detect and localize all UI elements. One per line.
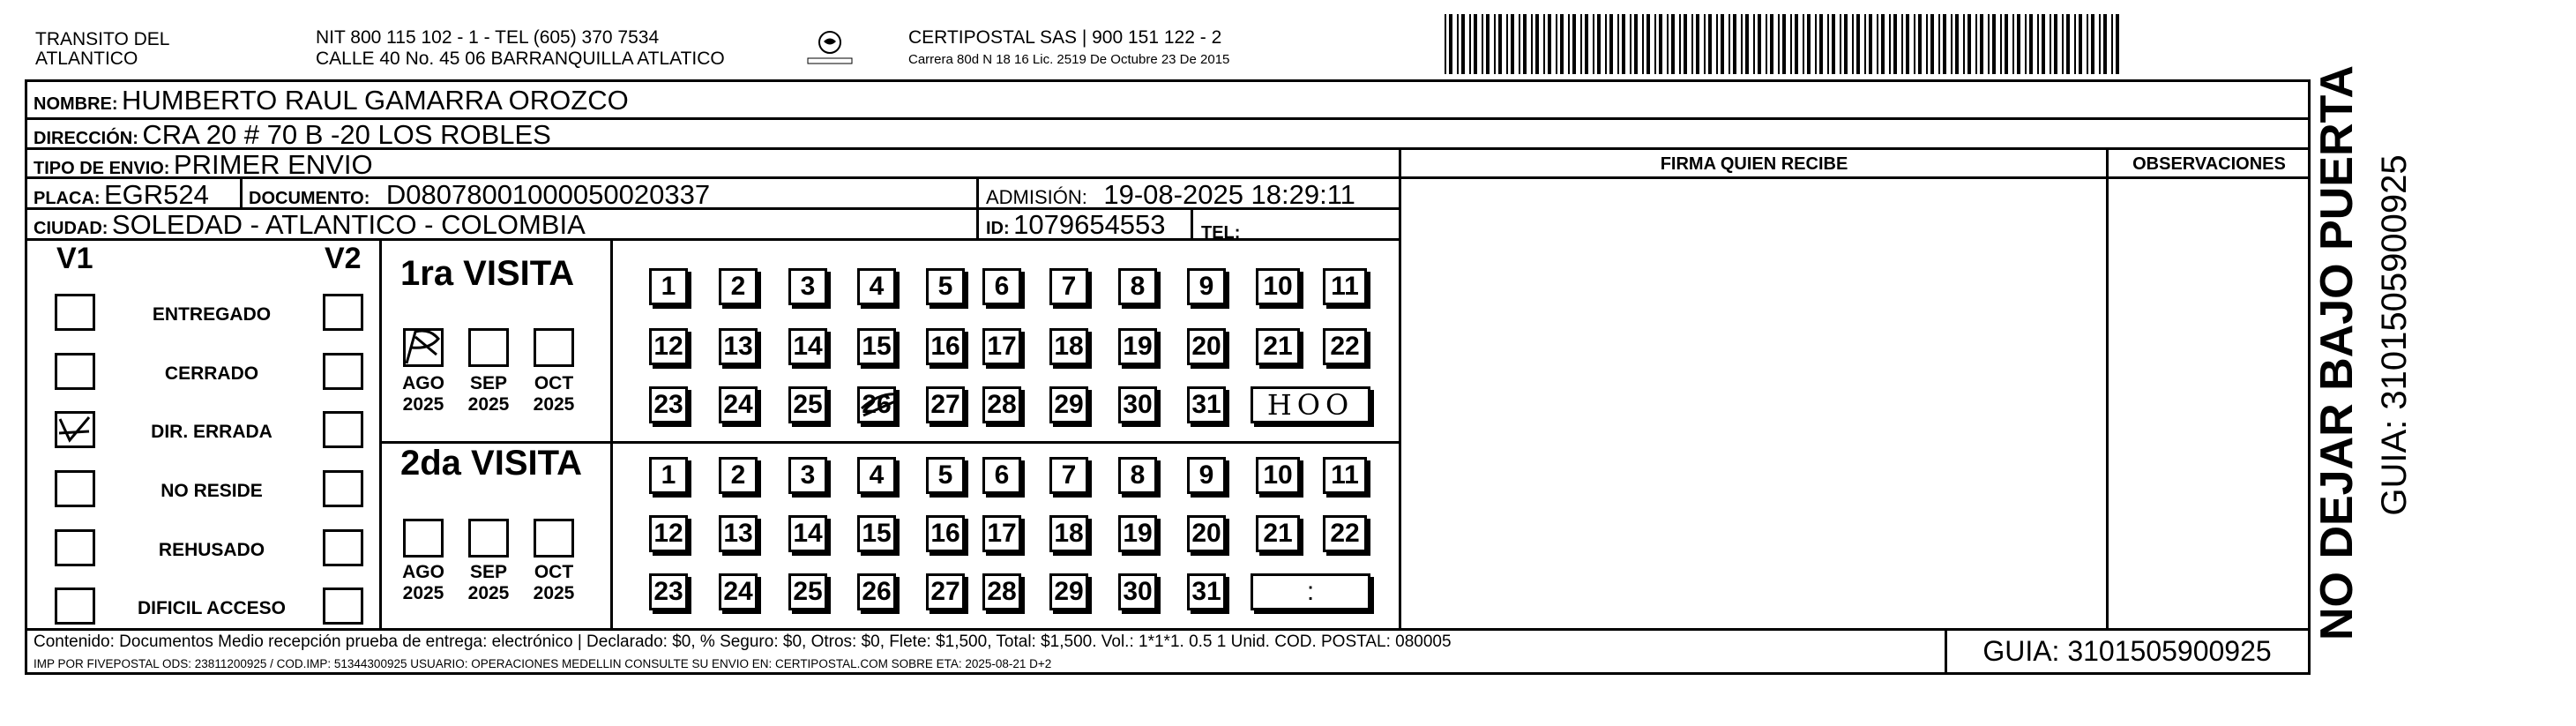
barcode-bar: [1930, 14, 1934, 74]
barcode-bar: [2091, 14, 2094, 74]
day-box[interactable]: 30: [1118, 573, 1157, 610]
day-box[interactable]: 19: [1118, 328, 1157, 365]
barcode-bar: [2025, 14, 2027, 74]
barcode-bar: [1511, 14, 1514, 74]
barcode-bar: [1531, 14, 1533, 74]
time-box[interactable]: :: [1251, 573, 1370, 610]
day-box[interactable]: 12: [649, 515, 688, 552]
barcode-bar: [1622, 14, 1625, 74]
status-label: REHUSADO: [158, 540, 265, 560]
visit1-title: 1ra VISITA: [400, 254, 575, 293]
barcode-bar: [1593, 14, 1594, 74]
barcode-bar: [1753, 14, 1755, 74]
barcode-bar: [2079, 14, 2082, 74]
guia-box: GUIA: 3101505900925: [1982, 635, 2272, 667]
day-box[interactable]: 22: [1323, 515, 1367, 552]
barcode-bar: [1548, 14, 1551, 74]
day-box[interactable]: 17: [982, 328, 1021, 365]
barcode-bar: [1852, 14, 1854, 74]
barcode-bar: [2087, 14, 2088, 74]
barcode-bar: [1597, 14, 1601, 74]
v1-checkbox[interactable]: [55, 353, 95, 390]
barcode-bar: [1988, 14, 1990, 74]
name-label: NOMBRE:: [34, 94, 118, 114]
observations-label: OBSERVACIONES: [2132, 154, 2286, 174]
barcode-bar: [1494, 14, 1496, 74]
barcode-bar: [1506, 14, 1508, 74]
barcode-bar: [1535, 14, 1539, 74]
v1-checkbox[interactable]: [55, 529, 95, 566]
day-box[interactable]: 1: [649, 457, 688, 494]
barcode-bar: [1519, 14, 1520, 74]
recipient-name: HUMBERTO RAUL GAMARRA OROZCO: [122, 85, 629, 116]
month-label: AGO: [402, 373, 444, 393]
day-box[interactable]: 10: [1256, 268, 1300, 305]
day-box[interactable]: 20: [1187, 328, 1226, 365]
year-label: 2025: [402, 394, 444, 415]
barcode-bar: [1963, 14, 1965, 74]
day-box[interactable]: 28: [982, 386, 1021, 423]
day-box[interactable]: 21: [1256, 328, 1300, 365]
v1-checkbox[interactable]: [55, 588, 95, 625]
barcode-bar: [1980, 14, 1983, 74]
day-box[interactable]: 28: [982, 573, 1021, 610]
barcode-bar: [1889, 14, 1891, 74]
day-box[interactable]: 23: [649, 573, 688, 610]
barcode-bar: [1819, 14, 1823, 74]
barcode-bar: [2000, 14, 2002, 74]
v2-header: V2: [325, 242, 362, 275]
barcode-bar: [1951, 14, 1953, 74]
day-box[interactable]: 10: [1256, 457, 1300, 494]
day-box[interactable]: 8: [1118, 457, 1157, 494]
issuer-nit: NIT 800 115 102 - 1 - TEL (605) 370 7534: [316, 27, 660, 48]
day-box[interactable]: 29: [1049, 386, 1088, 423]
day-box[interactable]: 3: [788, 457, 827, 494]
barcode-bar: [1803, 14, 1804, 74]
barcode-bar: [1729, 14, 1730, 74]
barcode-bar: [1572, 14, 1576, 74]
time-box[interactable]: HOO: [1251, 386, 1370, 423]
barcode-bar: [1646, 14, 1650, 74]
shipment-type: PRIMER ENVIO: [173, 149, 373, 180]
barcode-bar: [1758, 14, 1761, 74]
v1-header: V1: [56, 242, 93, 275]
day-box[interactable]: 27: [926, 386, 965, 423]
day-box[interactable]: 18: [1049, 328, 1088, 365]
issuer-name-line1: TRANSITO DEL: [35, 29, 170, 49]
barcode-bar: [2062, 14, 2064, 74]
barcode-bar: [1654, 14, 1656, 74]
day-box[interactable]: 2: [719, 457, 758, 494]
barcode-bar: [1926, 14, 1928, 74]
footer-print-line: IMP POR FIVEPOSTAL ODS: 23811200925 / COD.IMP: 51344300925 USUARIO: OPERACIONES MEDELLIN CONSULTE SU ENVIO EN: CERTIPOSTAL.COM SOBRE ETA: 2025-08-21 D+2: [34, 657, 1052, 670]
day-box[interactable]: 14: [788, 328, 827, 365]
barcode-bar: [1609, 14, 1613, 74]
side-guia: GUIA: 3101505900925: [2375, 154, 2414, 516]
month-checkbox[interactable]: [534, 519, 574, 558]
day-box[interactable]: 22: [1323, 328, 1367, 365]
month-label: SEP: [469, 562, 508, 582]
barcode-bar: [1659, 14, 1662, 74]
day-box[interactable]: 9: [1187, 268, 1226, 305]
day-box[interactable]: 25: [788, 573, 827, 610]
barcode-bar: [2005, 14, 2008, 74]
status-label: CERRADO: [164, 363, 259, 384]
day-box[interactable]: 13: [719, 328, 758, 365]
barcode-bar: [1795, 14, 1798, 74]
status-label: DIFICIL ACCESO: [137, 598, 286, 618]
barcode-bar: [1445, 14, 1446, 74]
document-label: DOCUMENTO:: [249, 189, 370, 208]
month-checkbox[interactable]: [468, 519, 509, 558]
barcode-bar: [1832, 14, 1835, 74]
day-box[interactable]: 31: [1187, 573, 1226, 610]
barcode-bar: [2066, 14, 2070, 74]
barcode-bar: [2074, 14, 2076, 74]
barcode-bar: [1461, 14, 1465, 74]
barcode-bar: [1815, 14, 1817, 74]
barcode-bar: [1721, 14, 1724, 74]
barcode-bar: [2029, 14, 2033, 74]
barcode-bar: [1967, 14, 1971, 74]
day-box[interactable]: 25: [788, 386, 827, 423]
barcode-bar: [1840, 14, 1841, 74]
barcode-bar: [1877, 14, 1878, 74]
barcode-bar: [2103, 14, 2107, 74]
barcode-bar: [1568, 14, 1570, 74]
barcode-bar: [2042, 14, 2045, 74]
month-label: OCT: [534, 373, 574, 393]
barcode-bar: [1580, 14, 1582, 74]
v2-checkbox[interactable]: [323, 411, 363, 448]
barcode-bar: [2054, 14, 2057, 74]
barcode-bar: [1543, 14, 1545, 74]
address-label: DIRECCIÓN:: [34, 129, 138, 148]
barcode-bar: [2012, 14, 2014, 74]
v2-checkbox[interactable]: [323, 470, 363, 507]
barcode-bar: [1642, 14, 1644, 74]
barcode-bar: [1634, 14, 1638, 74]
barcode-bar: [1918, 14, 1922, 74]
barcode-bar: [1671, 14, 1675, 74]
year-label: 2025: [533, 394, 575, 415]
barcode-bar: [1684, 14, 1687, 74]
v2-checkbox[interactable]: [323, 294, 363, 331]
barcode-bar: [1869, 14, 1872, 74]
day-box[interactable]: 11: [1323, 457, 1367, 494]
barcode-bar: [1778, 14, 1780, 74]
barcode-bar: [1449, 14, 1452, 74]
barcode-bar: [1827, 14, 1829, 74]
day-box[interactable]: 1: [649, 268, 688, 305]
barcode-bar: [1696, 14, 1699, 74]
barcode-bar: [1708, 14, 1712, 74]
document-value: D08078001000050020337: [385, 179, 711, 210]
day-box[interactable]: 30: [1118, 386, 1157, 423]
year-label: 2025: [467, 583, 510, 603]
day-box[interactable]: 27: [926, 573, 965, 610]
courier-name: CERTIPOSTAL SAS | 900 151 122 - 2: [908, 27, 1222, 48]
day-box[interactable]: 13: [719, 515, 758, 552]
day-box[interactable]: 3: [788, 268, 827, 305]
month-checkbox[interactable]: [534, 328, 574, 367]
barcode-bar: [2116, 14, 2119, 74]
barcode-bar: [1469, 14, 1471, 74]
barcode-bar: [1992, 14, 1996, 74]
city-value: SOLEDAD - ATLANTICO - COLOMBIA: [111, 209, 586, 240]
day-box[interactable]: 7: [1049, 457, 1088, 494]
month-checkbox[interactable]: [468, 328, 509, 367]
barcode-bar: [1955, 14, 1959, 74]
day-box[interactable]: 6: [982, 457, 1021, 494]
day-box[interactable]: 23: [649, 386, 688, 423]
recipient-address: CRA 20 # 70 B -20 LOS ROBLES: [142, 119, 551, 150]
barcode-bar: [2111, 14, 2113, 74]
barcode-bar: [1766, 14, 1767, 74]
day-box[interactable]: 20: [1187, 515, 1226, 552]
month-label: SEP: [469, 373, 508, 393]
day-box[interactable]: 12: [649, 328, 688, 365]
day-box[interactable]: 8: [1118, 268, 1157, 305]
day-box[interactable]: 15: [857, 328, 896, 365]
barcode-bar: [1523, 14, 1527, 74]
barcode-bar: [2017, 14, 2020, 74]
barcode-bar: [1881, 14, 1885, 74]
day-box-marked[interactable]: 26: [857, 386, 896, 423]
barcode-bar: [1457, 14, 1459, 74]
day-box[interactable]: 16: [926, 515, 965, 552]
month-label: AGO: [402, 562, 444, 582]
day-box[interactable]: 2: [719, 268, 758, 305]
status-label: NO RESIDE: [161, 481, 263, 501]
barcode-bar: [1856, 14, 1860, 74]
admission-label: ADMISIÓN:: [986, 186, 1087, 208]
barcode-bar: [2050, 14, 2051, 74]
day-box[interactable]: 5: [926, 457, 965, 494]
tel-label: TEL:: [1201, 223, 1241, 243]
day-box[interactable]: 4: [857, 268, 896, 305]
v1-checkbox[interactable]: [55, 294, 95, 331]
day-box[interactable]: 24: [719, 386, 758, 423]
id-label: ID:: [986, 219, 1010, 238]
barcode: [1445, 14, 2124, 74]
footer-content-line: Contenido: Documentos Medio recepción prueba de entrega: electrónico | Declarado: $0, % Seguro: $0, Otros: $0, Flete: $1,500, Total: $1,500. Vol.: 1*1*1. 0.5 1 Unid. COD. POSTAL: 080005: [34, 632, 1452, 651]
barcode-bar: [1691, 14, 1693, 74]
barcode-bar: [1741, 14, 1743, 74]
barcode-bar: [1560, 14, 1564, 74]
year-label: 2025: [402, 583, 444, 603]
barcode-bar: [1474, 14, 1477, 74]
barcode-bar: [1745, 14, 1749, 74]
barcode-bar: [1770, 14, 1773, 74]
side-warning: NO DEJAR BAJO PUERTA: [2311, 64, 2363, 641]
courier-license: Carrera 80d N 18 16 Lic. 2519 De Octubre 23 De 2015: [908, 52, 1230, 67]
barcode-bar: [1943, 14, 1946, 74]
day-box[interactable]: 5: [926, 268, 965, 305]
barcode-bar: [1679, 14, 1681, 74]
status-label: ENTREGADO: [152, 304, 272, 325]
certipostal-logo: [803, 26, 857, 71]
barcode-bar: [1585, 14, 1588, 74]
day-box[interactable]: 18: [1049, 515, 1088, 552]
status-label: DIR. ERRADA: [151, 422, 273, 442]
year-label: 2025: [533, 583, 575, 603]
day-box[interactable]: 19: [1118, 515, 1157, 552]
barcode-bar: [2037, 14, 2039, 74]
admission-value: 19-08-2025 18:29:11: [1103, 179, 1355, 210]
plate-value: EGR524: [104, 179, 209, 210]
barcode-bar: [1901, 14, 1903, 74]
day-box[interactable]: 4: [857, 457, 896, 494]
barcode-bar: [1938, 14, 1940, 74]
v1-checkbox[interactable]: [55, 470, 95, 507]
day-box[interactable]: 6: [982, 268, 1021, 305]
day-box[interactable]: 21: [1256, 515, 1300, 552]
v2-checkbox[interactable]: [323, 353, 363, 390]
barcode-bar: [1975, 14, 1977, 74]
day-box[interactable]: 9: [1187, 457, 1226, 494]
barcode-bar: [1605, 14, 1607, 74]
barcode-bar: [2099, 14, 2101, 74]
barcode-bar: [1733, 14, 1736, 74]
day-box[interactable]: 29: [1049, 573, 1088, 610]
issuer-address: CALLE 40 No. 45 06 BARRANQUILLA ATLATICO: [316, 49, 725, 69]
barcode-bar: [1864, 14, 1866, 74]
barcode-bar: [1617, 14, 1619, 74]
shipment-type-label: TIPO DE ENVIO:: [34, 159, 170, 178]
barcode-bar: [1844, 14, 1848, 74]
day-mark: [860, 389, 893, 421]
barcode-bar: [1807, 14, 1811, 74]
barcode-bar: [1667, 14, 1669, 74]
plate-label: PLACA:: [34, 189, 101, 208]
id-value: 1079654553: [1013, 209, 1166, 240]
v1-checkbox-checked[interactable]: [55, 411, 95, 448]
barcode-bar: [1704, 14, 1706, 74]
barcode-bar: [1630, 14, 1631, 74]
barcode-bar: [1790, 14, 1792, 74]
city-label: CIUDAD:: [34, 219, 108, 238]
v2-checkbox[interactable]: [323, 529, 363, 566]
issuer-name-line2: ATLANTICO: [35, 49, 138, 69]
month-checkbox[interactable]: [403, 328, 444, 367]
day-box[interactable]: 11: [1323, 268, 1367, 305]
barcode-bar: [1782, 14, 1786, 74]
day-box[interactable]: 24: [719, 573, 758, 610]
barcode-bar: [1486, 14, 1490, 74]
day-box[interactable]: 17: [982, 515, 1021, 552]
signature-label: FIRMA QUIEN RECIBE: [1660, 154, 1848, 174]
month-label: OCT: [534, 562, 574, 582]
barcode-bar: [1893, 14, 1897, 74]
barcode-bar: [1914, 14, 1915, 74]
day-box[interactable]: 31: [1187, 386, 1226, 423]
day-box[interactable]: 14: [788, 515, 827, 552]
month-checkbox[interactable]: [403, 519, 444, 558]
day-box[interactable]: 16: [926, 328, 965, 365]
barcode-bar: [1906, 14, 1909, 74]
barcode-bar: [1498, 14, 1502, 74]
day-box[interactable]: 26: [857, 573, 896, 610]
barcode-bar: [1482, 14, 1483, 74]
visit2-title: 2da VISITA: [400, 444, 582, 483]
day-box[interactable]: 7: [1049, 268, 1088, 305]
year-label: 2025: [467, 394, 510, 415]
barcode-bar: [1716, 14, 1718, 74]
day-box[interactable]: 15: [857, 515, 896, 552]
barcode-bar: [1556, 14, 1557, 74]
v2-checkbox[interactable]: [323, 588, 363, 625]
